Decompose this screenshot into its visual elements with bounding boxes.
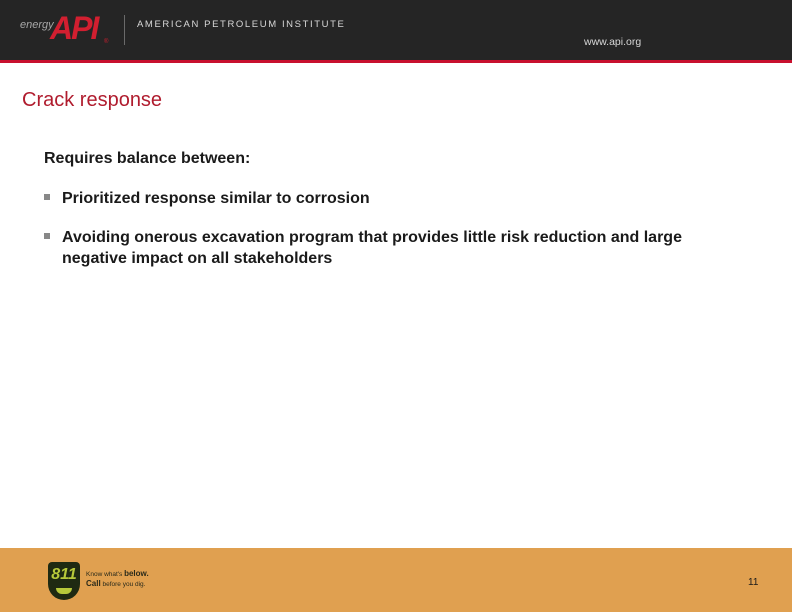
bullet-item	[44, 227, 744, 269]
call-before-you-dig-tagline	[86, 569, 149, 589]
tagline-rest: before you dig.	[100, 581, 146, 588]
slide-header	[0, 0, 792, 60]
logo-energy-text: energy	[20, 19, 54, 31]
header-divider	[124, 15, 125, 45]
811-badge-icon	[48, 562, 80, 600]
bullet-text: Prioritized response similar to corrosion	[62, 190, 370, 207]
slide-title: Crack response	[22, 89, 163, 111]
square-bullet-icon	[44, 233, 50, 239]
slide-footer	[0, 548, 792, 612]
page-number: 11	[748, 577, 759, 588]
tagline-call: Call	[86, 579, 101, 588]
tagline-emphasis: below.	[124, 569, 149, 578]
intro-text: Requires balance between:	[44, 150, 251, 167]
bullet-list	[44, 188, 744, 287]
website-url: www.api.org	[584, 36, 642, 48]
header-accent-rule	[0, 60, 792, 63]
shovel-icon	[56, 588, 72, 594]
registered-mark: ®	[104, 39, 109, 45]
organization-name: AMERICAN PETROLEUM INSTITUTE	[137, 19, 346, 30]
tagline-lead: Know what's	[86, 571, 125, 578]
bullet-item	[44, 188, 744, 209]
api-logo: API	[50, 10, 98, 46]
811-badge-number: 811	[51, 566, 77, 583]
bullet-text: Avoiding onerous excavation program that provides little risk reduction and large negative impact on all stakeholders	[62, 229, 682, 267]
square-bullet-icon	[44, 194, 50, 200]
